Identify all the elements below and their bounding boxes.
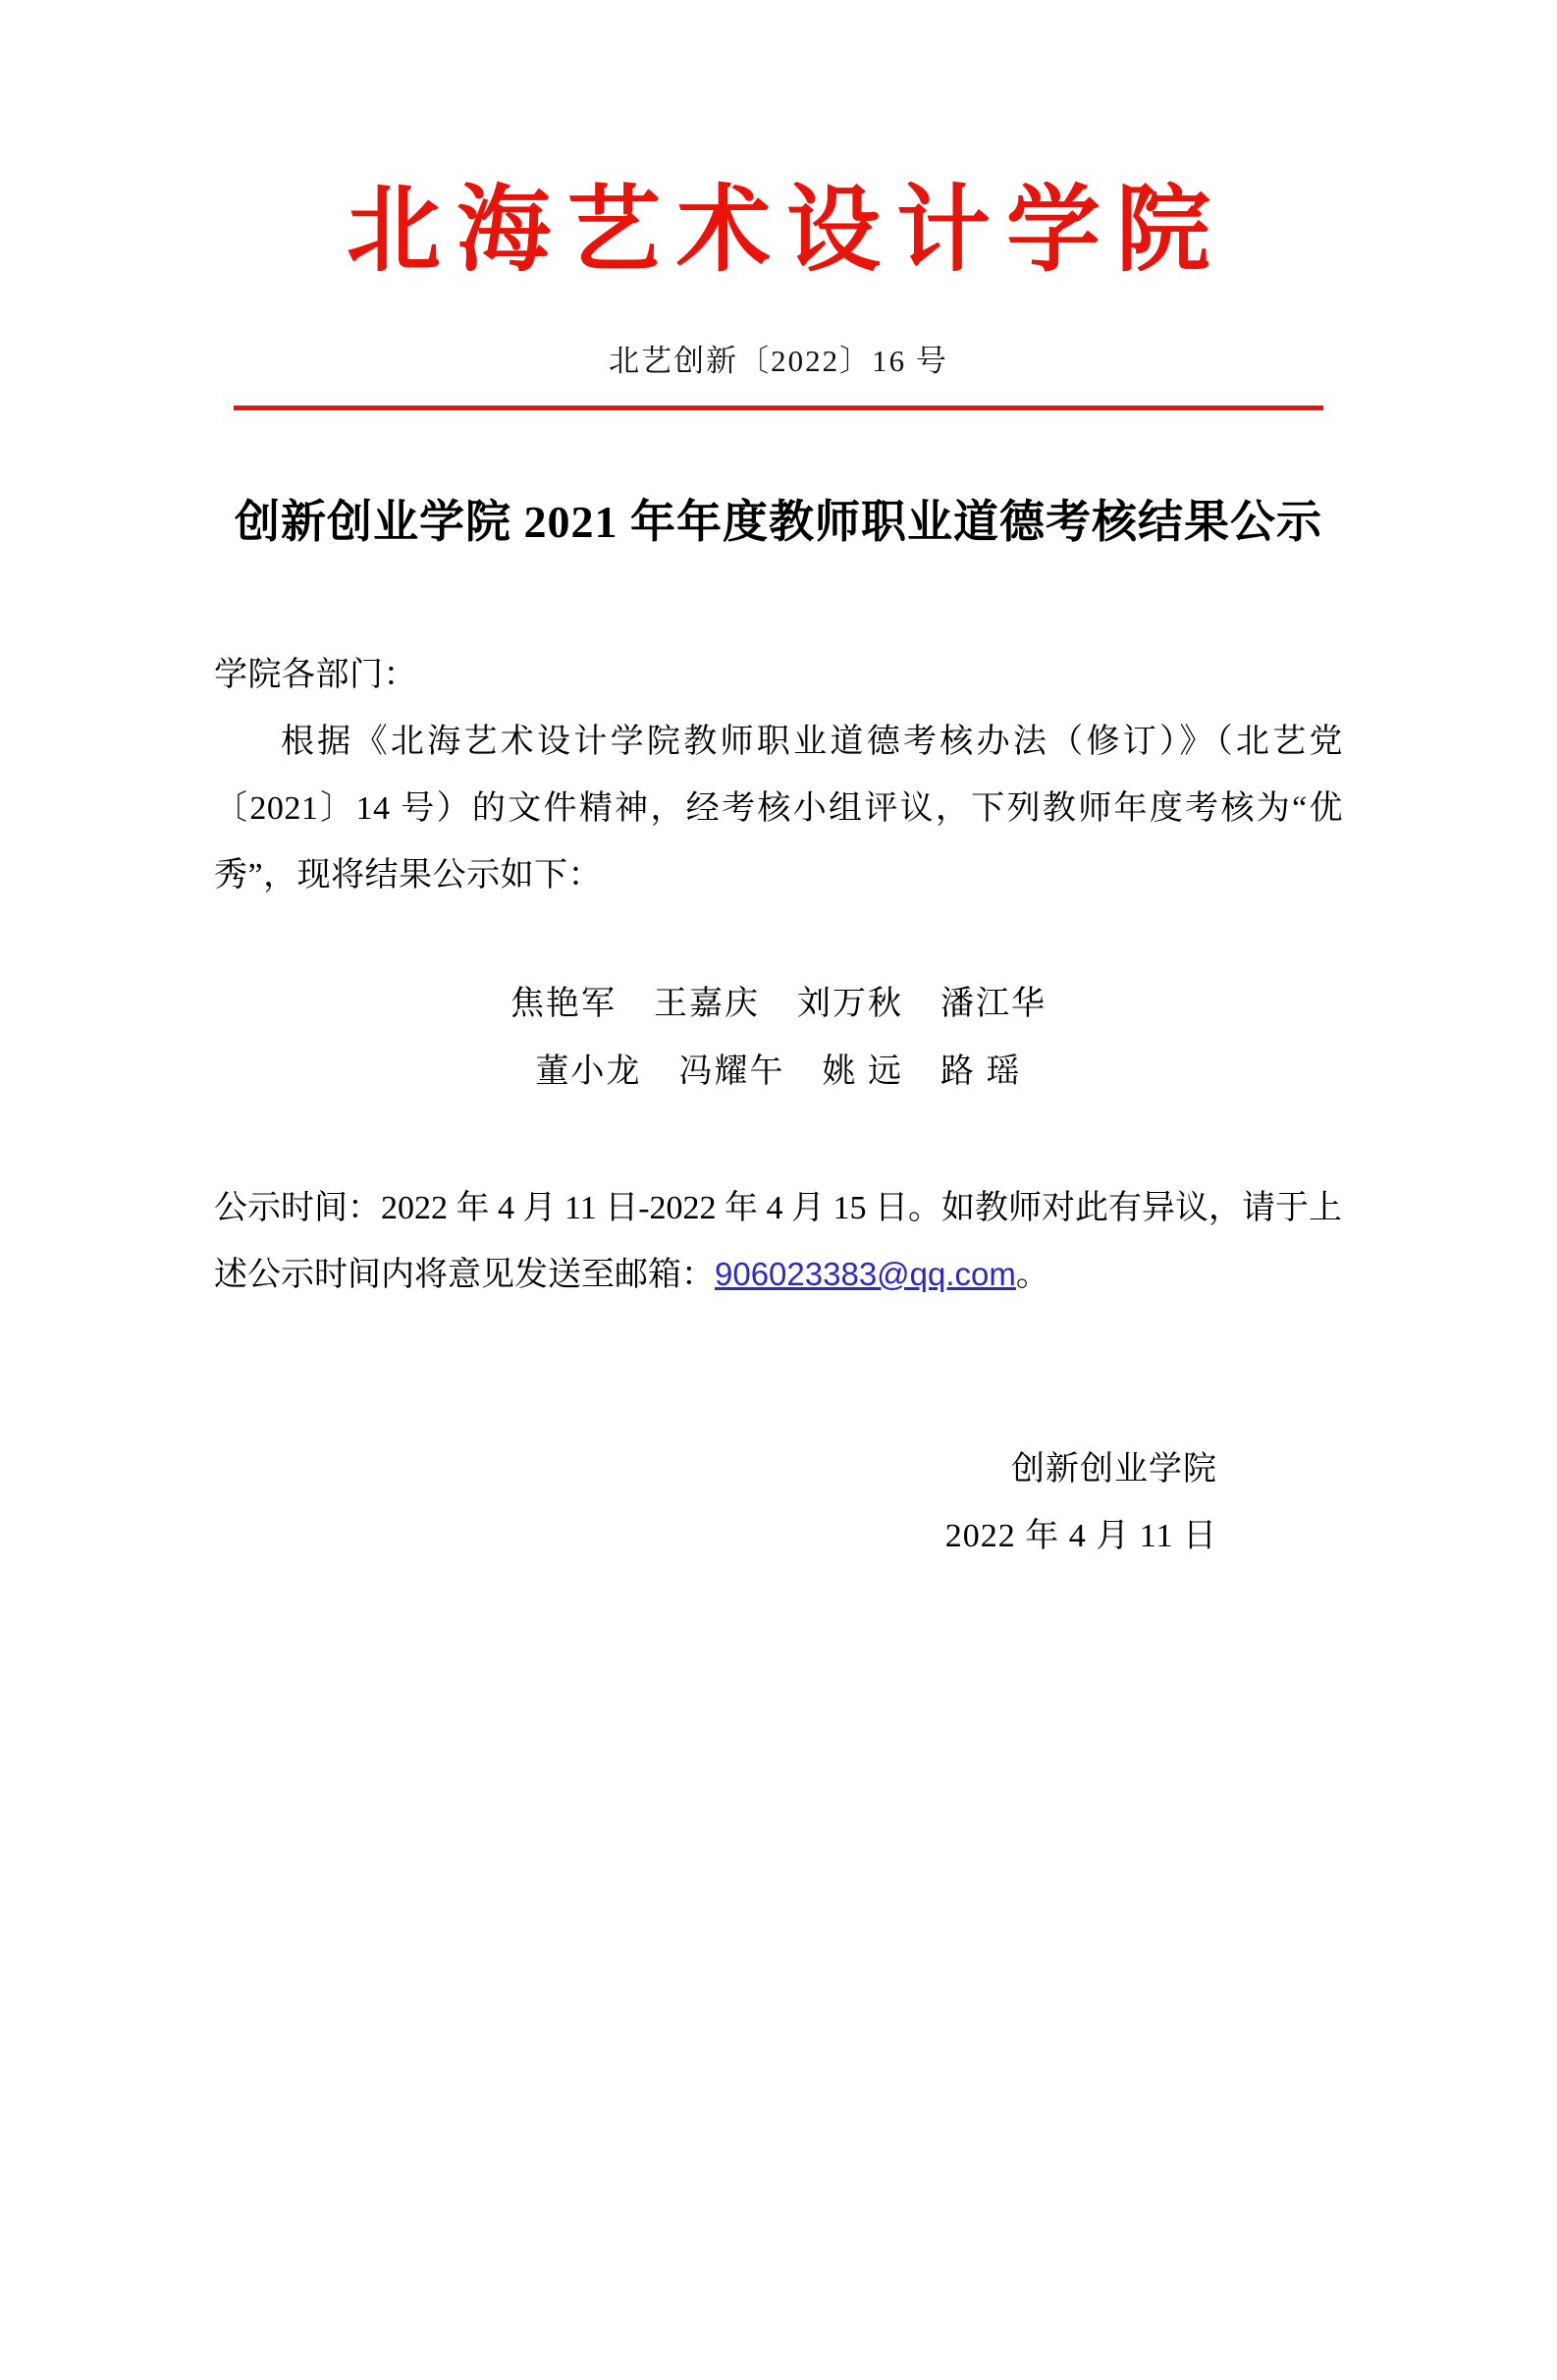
signature-date: 2022 年 4 月 11 日 — [944, 1518, 1217, 1555]
teacher-name: 董小龙 — [535, 1054, 642, 1091]
name-row — [214, 970, 1343, 1039]
teacher-name: 路 瑶 — [940, 1054, 1022, 1091]
teacher-name: 潘江华 — [940, 985, 1047, 1022]
body-paragraph-1: 根据《北海艺术设计学院教师职业道德考核办法（修订）》（北艺党〔2021〕14 号）的文件精神，经考核小组评议，下列教师年度考核为“优秀”，现将结果公示如下： — [214, 723, 1343, 893]
document-number: 北艺创新〔2022〕16 号 — [609, 344, 948, 379]
notice-text: 公示时间：2022 年 4 月 11 日-2022 年 4 月 15 日。如教师对此有异议，请于上述公示时间内将意见发送至邮箱： — [214, 1190, 1343, 1294]
notice-paragraph — [214, 1175, 1343, 1309]
signature-department: 创新创业学院 — [1011, 1451, 1217, 1488]
signature-block — [214, 1436, 1343, 1570]
institution-name: 北海艺术设计学院 — [347, 178, 1226, 283]
contact-email-link[interactable]: 906023383@qq.com — [715, 1256, 1016, 1293]
document-page — [0, 177, 1557, 2380]
teacher-name: 冯耀午 — [678, 1054, 785, 1091]
notice-text-tail: 。 — [1015, 1257, 1049, 1294]
teacher-name: 王嘉庆 — [654, 985, 760, 1022]
teacher-name: 刘万秋 — [797, 985, 903, 1022]
salutation: 学院各部门： — [214, 656, 417, 693]
teacher-name: 焦艳军 — [510, 985, 617, 1022]
teacher-name: 姚 远 — [822, 1054, 903, 1091]
name-row — [214, 1038, 1343, 1107]
page-title: 创新创业学院 2021 年年度教师职业道德考核结果公示 — [235, 497, 1322, 548]
masthead — [0, 177, 1557, 410]
approved-teacher-list — [214, 970, 1343, 1107]
body-text — [214, 642, 1343, 909]
red-divider-rule — [234, 406, 1323, 410]
